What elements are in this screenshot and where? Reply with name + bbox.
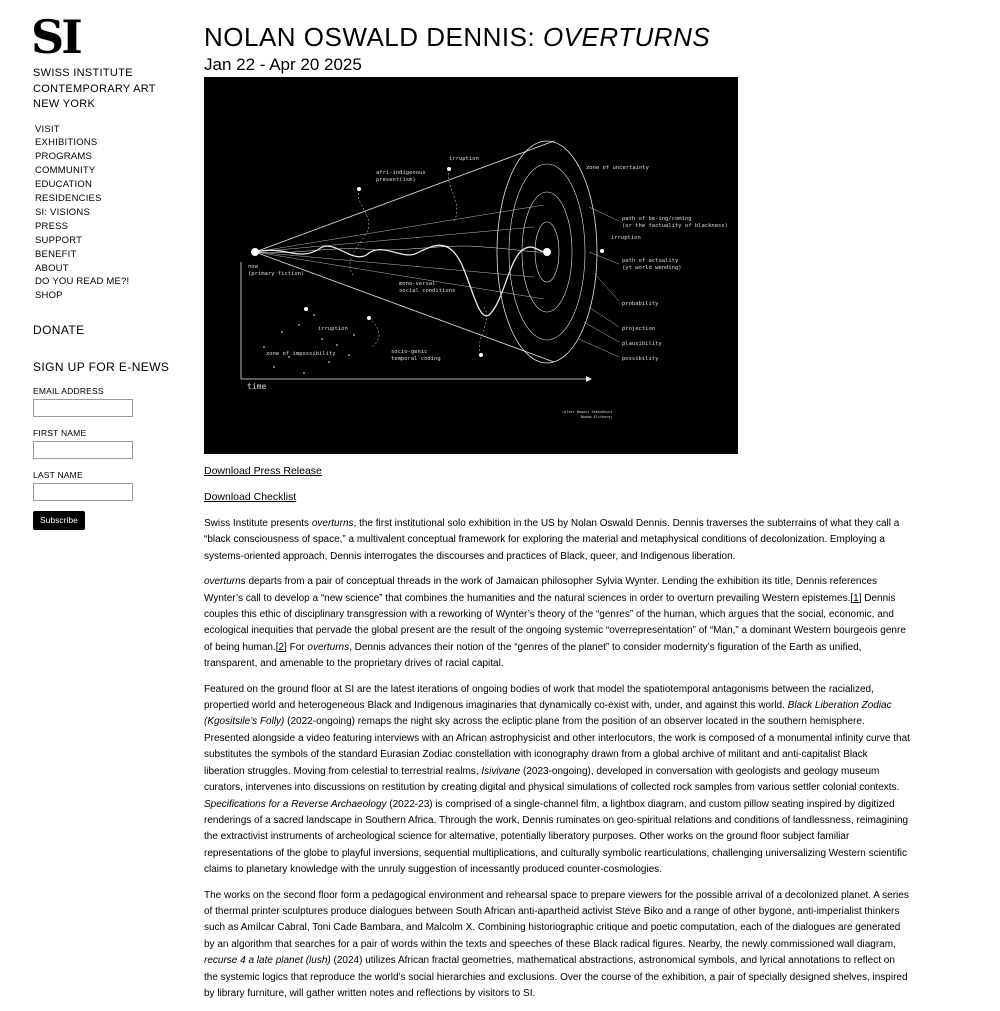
italic-title: recurse 4 a late planet (lush) [204,955,331,967]
label-plausibility: plausibility [622,341,662,347]
nav-visit[interactable]: VISIT [35,123,60,135]
label-irruption-right: irruption [611,235,641,241]
page-title [204,20,910,54]
nav-programs[interactable]: PROGRAMS [35,151,93,163]
nav-do-you-read-me[interactable]: DO YOU READ ME?! [35,276,130,288]
label-socio-2: temporal coding [391,356,441,362]
download-checklist-link[interactable]: Download Checklist [204,491,297,503]
donate-link[interactable]: DONATE [33,323,85,338]
italic-title: Isivivane [481,765,521,777]
email-field[interactable] [33,399,133,417]
label-socio-1: socio-genic [391,349,428,355]
paragraph-1 [204,516,910,565]
si-logo[interactable]: SI [31,10,80,64]
text-run: Featured on the ground floor at SI are the latest iterations of ongoing bodies of work that model the spatiotemporal antagonisms between the racialized, propertied world and heterogeneous Black and Indigenous imaginaries that dynamically co-exist with, under, and against this world. [204,683,874,712]
text-run: , Dennis advances their notion of the “genres of the planet” to consider modernity’s figuration of the Earth as unified, transparent, and amenable to the proprietary drives of racial capital. [204,641,862,670]
label-credit-1: (after Bogosi Sekhukhuni [562,410,613,414]
org-line[interactable]: CONTEMPORARY ART [33,82,156,95]
label-projection: projection [622,326,656,332]
paragraph-3 [204,682,910,879]
label-path-actuality-2: (yt world wending) [622,265,682,271]
paragraph-4 [204,888,910,1003]
label-path-being-2: (or the factuality of blackness) [622,223,728,229]
org-name[interactable] [33,66,183,113]
label-irruption-bottom: irruption [318,326,348,332]
italic-title: overturns [204,576,246,588]
text-run: (2022-ongoing) remaps the night sky across the ecliptic plane from the position of an observer located in the southern hemisphere. Presented alongside a video featuring interviews with an African astrophysicist and other interlocutors, the work is composed of a monumental infinity curve that substitutes the symbols of the standard Eurasian Zodiac constellation with iconography drawn from a global archive of militant and anti-capitalist Black liberation struggles. Moving from celestial to terrestrial realms, [204,716,910,777]
main-content [204,20,910,1011]
nav-si-visions[interactable]: SI: VISIONS [35,206,90,218]
label-mono-2: social conditions [399,288,456,294]
text-run: (2022-23) is comprised of a single-channel film, a lightbox diagram, and custom pillow seating inspired by digitized renderings of a sacred landscape in Southern Africa. Through the work, Dennis ruminates on geo-spiritual relations and conditions of landlessness, reimagining the extractivist instruments of archeological science for alternative, potentially liberatory purposes. Other works on the ground floor subject familiar representations of the globe to playful inversions, sequential multiplications, and culturally symbolic rearticulations, challenging universalizing Western scientific claims to planetary knowledge with the unruly suggestion of incessantly produced counter-cosmologies. [204,798,909,876]
nav-press[interactable]: PRESS [35,220,69,232]
label-impossibility: zone of impossibility [266,351,336,357]
exhibition-dates: Jan 22 - Apr 20 2025 [204,55,362,74]
label-afri-1: afri-indigenous [376,170,426,176]
label-possibility: possibility [622,356,659,362]
label-credit-2: Nkoba Elithora) [581,415,613,419]
footnote-link[interactable]: [1] [850,592,862,604]
subscribe-button[interactable]: Subscribe [33,511,85,530]
text-run: (2024) utilizes African fractal geometries, mathematical abstractions, astronomical symbols, and lyrical annotations to reflect on the systemic logics that reproduce the world’s social hierarchies and exclusions. Over the course of the exhibition, a pair of specially designed shelves, inspired by library furniture, will gather written notes and reflections by visitors to SI. [204,955,908,999]
label-path-being-1: path of be-ing/coming [622,216,692,222]
nav-community[interactable]: COMMUNITY [35,165,96,177]
last-name-label: LAST NAME [33,470,83,481]
italic-title: Black Liberation Zodiac (Kgositsile’s Folly) [204,700,892,728]
label-path-actuality-1: path of actuality [622,258,679,264]
signup-heading: SIGN UP FOR E-NEWS [33,360,170,375]
nav-exhibitions[interactable]: EXHIBITIONS [35,137,98,149]
nav-about[interactable]: ABOUT [35,262,69,274]
title-artist: NOLAN OSWALD DENNIS: [204,22,543,52]
nav-shop[interactable]: SHOP [35,290,63,302]
italic-title: Specifications for a Reverse Archaeology [204,798,387,810]
exhibition-text [204,516,910,1002]
italic-title: overturns [307,641,350,653]
text-run: Swiss Institute presents [204,518,312,529]
download-press-release-link[interactable]: Download Press Release [204,465,322,477]
label-probability: probability [622,301,659,307]
label-irruption-top: irruption [449,156,479,162]
nav-education[interactable]: EDUCATION [35,179,93,191]
label-afri-2: present(ism) [376,177,416,183]
text-run: , the first institutional solo exhibition in the US by Nolan Oswald Dennis. Dennis traverses the subterrains of what they call a “black consciousness of space,” a multivalent conceptual framework for exploring the material and metaphysical conditions of decolonization. Employing a systems-oriented approach, Dennis interrogates the discourses and practices of Black, queer, and Indigenous liberation. [204,518,900,562]
footnote-link[interactable]: [2] [275,641,287,653]
nav-support[interactable]: SUPPORT [35,234,83,246]
title-exhibition: OVERTURNS [542,22,711,52]
paragraph-2 [204,574,910,672]
nav-residencies[interactable]: RESIDENCIES [35,193,102,205]
label-cone: zone of uncertainty [586,165,649,171]
text-run: Dennis couples this ethic of disciplinary transgression with a reworking of Wynter’s theory of the “genres” of the human, which argues that the social, economic, and ecological inequities that pervade the global present are the result of the ongoing systemic “overrepresentation” of “Man,” a dominant Western bourgeois genre of being human. [204,592,906,653]
main-nav [33,123,183,304]
first-name-field[interactable] [33,441,133,459]
artwork-diagram [204,77,738,454]
label-time: time [247,382,267,391]
sidebar [31,10,183,530]
text-run: For [286,641,308,653]
text-run: departs from a pair of conceptual threads in the work of Jamaican philosopher Sylvia Wynter. Lending the exhibition its title, Dennis references Wynter’s call to develop a “new science” that combines the humanities and the natural sciences in order to overturn prevailing Western epistemes. [204,576,878,604]
org-line[interactable]: NEW YORK [33,98,96,110]
org-line[interactable]: SWISS INSTITUTE [33,67,133,79]
label-now-2: (primary fiction) [248,271,305,277]
text-run: The works on the second floor form a pedagogical environment and rehearsal space to prepare viewers for the possible arrival of a decolonized planet. A series of thermal printer sculptures produce dialogues between South African anti-apartheid activist Steve Biko and a range of other bygone, anti-imperialist thinkers such as Amílcar Cabral, Toni Cade Bambara, and Malcolm X. Combining historiographic critique and poetic computation, each of the dialogues are generated by an algorithm that searches for a pair of words within the texts and speeches of these Black radical figures. Nearby, the newly commissioned wall diagram, [204,889,909,950]
email-label: EMAIL ADDRESS [33,386,104,397]
text-run: (2023-ongoing), developed in conversation with geologists and geology museum curators, intervenes into discussions on restitution by creating digital and physical simulations of collected rock samples from various settler colonial contexts. [204,765,900,794]
last-name-field[interactable] [33,483,133,501]
first-name-label: FIRST NAME [33,428,87,439]
italic-title: overturns [311,518,354,529]
label-mono-1: mono-versal [399,281,436,287]
label-now-1: now [248,264,258,270]
nav-benefit[interactable]: BENEFIT [35,248,77,260]
